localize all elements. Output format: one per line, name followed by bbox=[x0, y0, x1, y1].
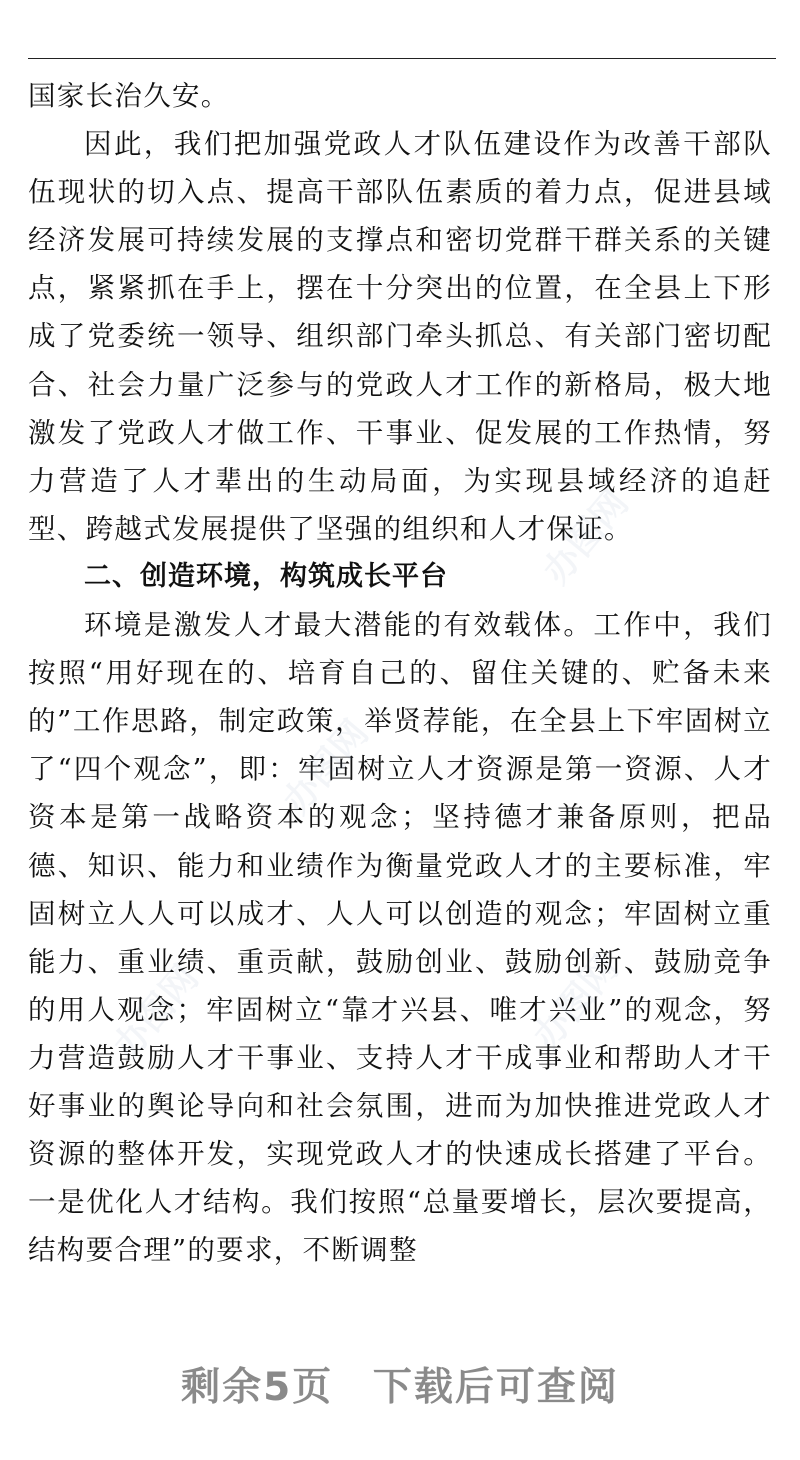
header-rule bbox=[28, 58, 776, 59]
document-body bbox=[28, 72, 772, 1274]
watermark-logo: 办图网 bbox=[275, 712, 377, 822]
watermark-logo: 办图网 bbox=[525, 947, 627, 1057]
paragraph-continuation: 国家长治久安。 bbox=[28, 80, 230, 112]
download-banner[interactable] bbox=[0, 1356, 800, 1412]
remaining-pages-label: 剩余5页 bbox=[181, 1365, 334, 1410]
download-to-view-label: 下载后可查阅 bbox=[372, 1365, 619, 1410]
paragraph-environment: 环境是激发人才最大潜能的有效载体。工作中，我们按照“用好现在的、培育自己的、留住关键的、贮备未来的”工作思路，制定政策，举贤荐能，在全县上下牢固树立了“四个观念”，即：牢固树立人才资源是第一资源、人才资本是第一战略资本的观念；坚持德才兼备原则，把品德、知识、能力和业绩作为衡量党政人才的主要标准，牢固树立人人可以成才、人人可以创造的观念；牢固树立重能力、重业绩、重贡献，鼓励创业、鼓励创新、鼓励竞争的用人观念；牢固树立“靠才兴县、唯才兴业”的观念，努力营造鼓励人才干事业、支持人才干成事业和帮助人才干好事业的舆论导向和社会氛围，进而为加快推进党政人才资源的整体开发，实现党政人才的快速成长搭建了平台。一是优化人才结构。我们按照“总量要增长，层次要提高，结构要合理”的要求，不断调整 bbox=[28, 609, 772, 1267]
paragraph-talent-strategy: 因此，我们把加强党政人才队伍建设作为改善干部队伍现状的切入点、提高干部队伍素质的着力点，促进县域经济发展可持续发展的支撑点和密切党群干群关系的关键点，紧紧抓在手上，摆在十分突出的位置，在全县上下形成了党委统一领导、组织部门牵头抓总、有关部门密切配合、社会力量广泛参与的党政人才工作的新格局，极大地激发了党政人才做工作、干事业、促发展的工作热情，努力营造了人才辈出的生动局面，为实现县域经济的追赶型、跨越式发展提供了坚强的组织和人才保证。 bbox=[28, 128, 772, 545]
section-heading: 二、创造环境，构筑成长平台 bbox=[84, 560, 448, 592]
watermark-logo: 办图网 bbox=[535, 482, 637, 592]
watermark-logo: 办图网 bbox=[105, 957, 207, 1067]
